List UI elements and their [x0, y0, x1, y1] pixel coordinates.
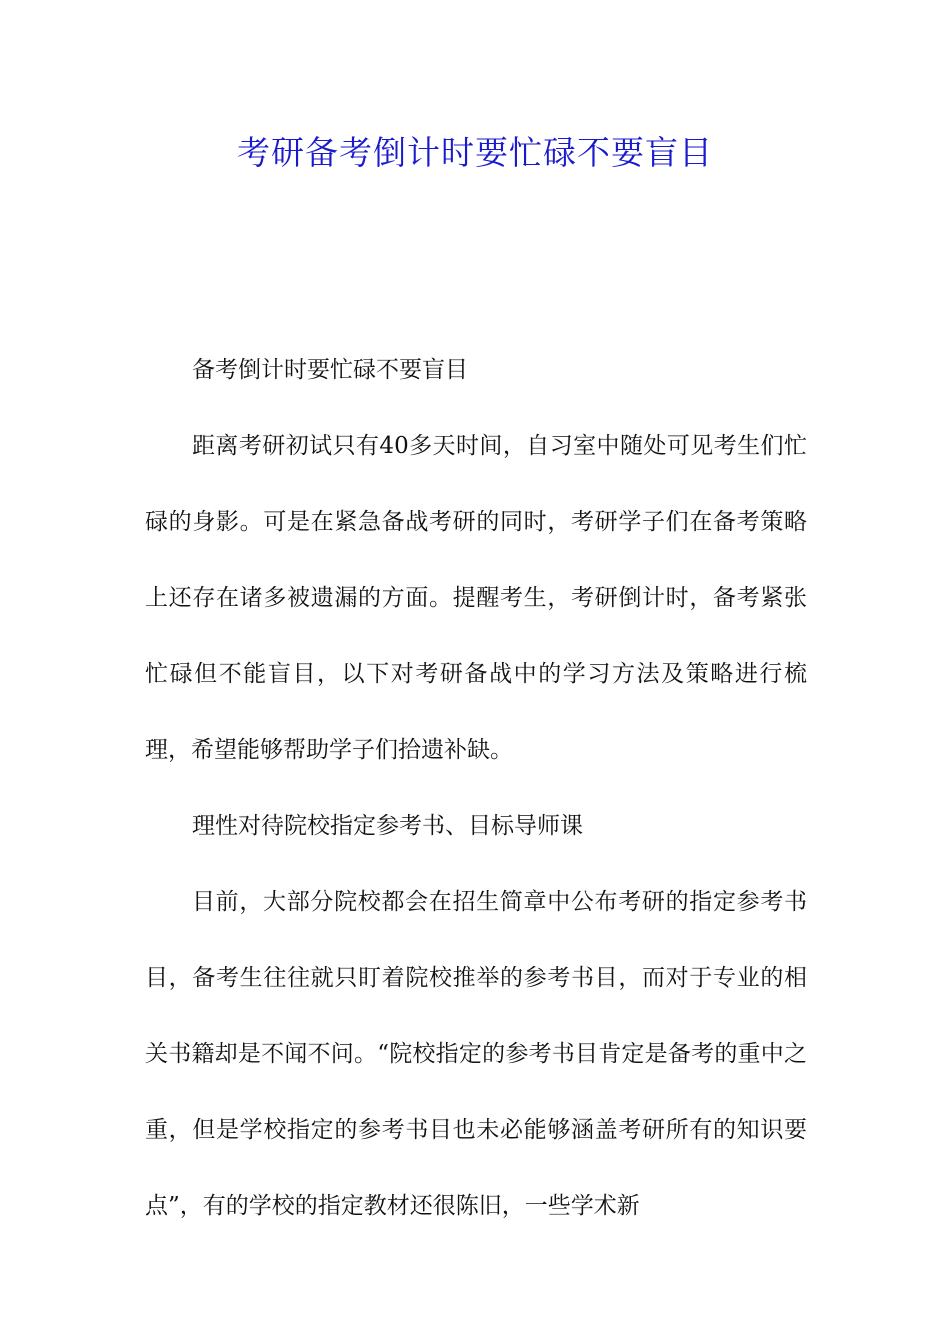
document-body	[145, 332, 807, 1244]
paragraph-subtitle: 备考倒计时要忙碌不要盲目	[192, 357, 468, 383]
paragraph-intro: 距离考研初试只有40多天时间，自习室中随处可见考生们忙碌的身影。可是在紧急备战考研的同时，考研学子们在备考策略上还存在诸多被遗漏的方面。提醒考生，考研倒计时，备考紧张忙碌但不能盲目，以下对考研备战中的学习方法及策略进行梳理，希望能够帮助学子们拾遗补缺。	[145, 433, 807, 763]
paragraph-reference-books: 目前，大部分院校都会在招生简章中公布考研的指定参考书目，备考生往往就只盯着院校推举的参考书目，而对于专业的相关书籍却是不闻不问。“院校指定的参考书目肯定是备考的重中之重，但是学校指定的参考书目也未必能够涵盖考研所有的知识要点”，有的学校的指定教材还很陈旧，一些学术新	[145, 889, 807, 1219]
paragraph-section-heading: 理性对待院校指定参考书、目标导师课	[192, 813, 583, 839]
document-title: 考研备考倒计时要忙碌不要盲目	[237, 133, 713, 172]
